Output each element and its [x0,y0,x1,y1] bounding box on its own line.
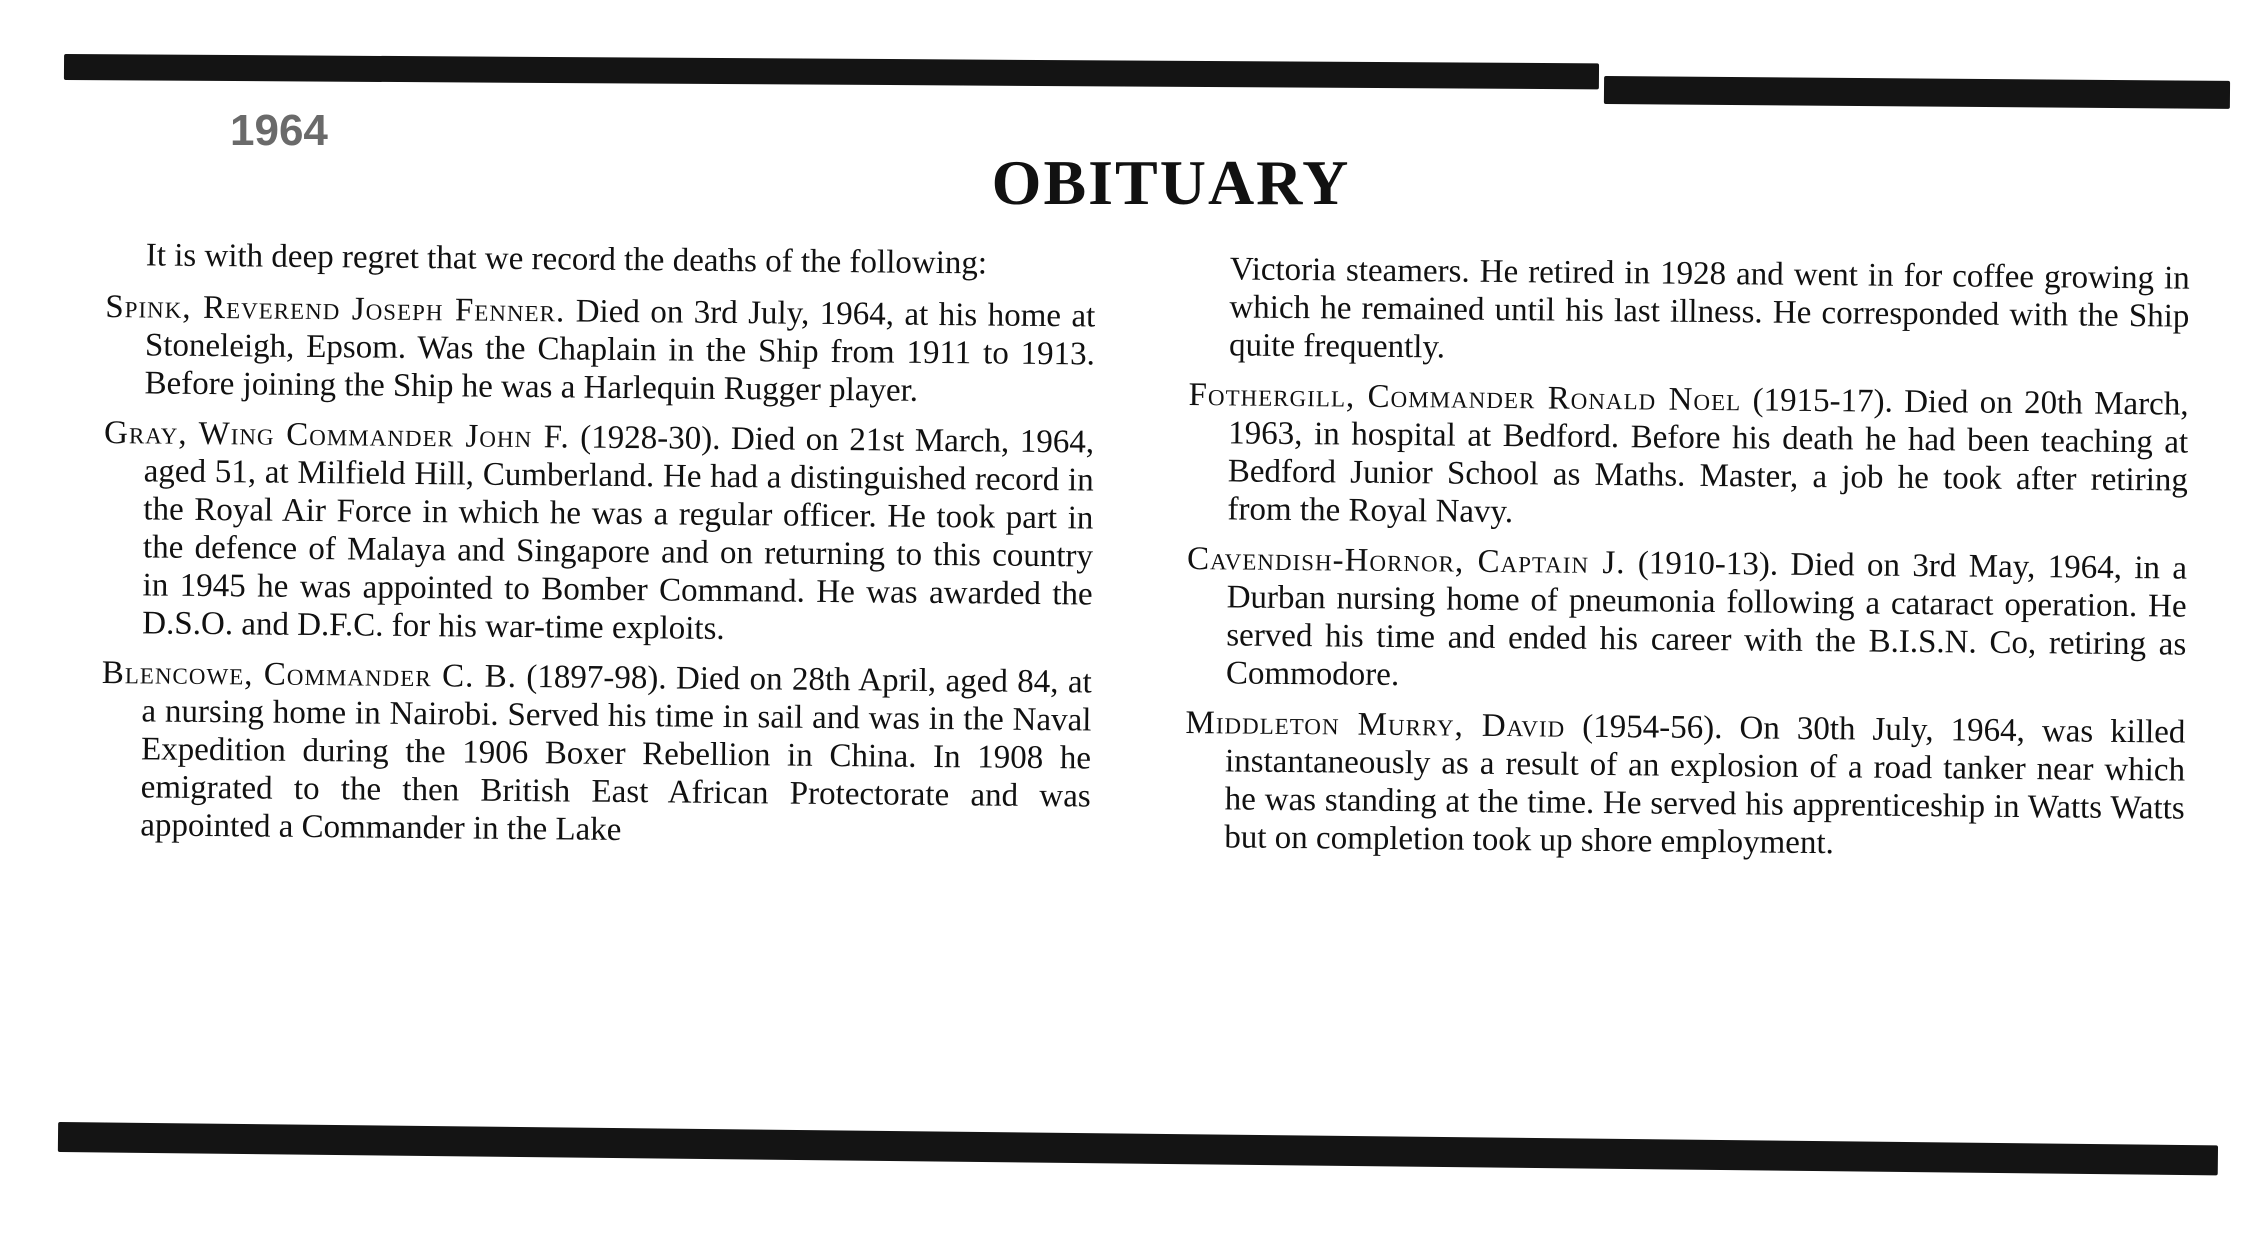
entry-text: Died on 3rd July, 1964, at his home at Stoneleigh, Epsom. Was the Chaplain in the Ship from 1911 to 1913. Before joining the Ship he was a Harlequin Rugger player. [144,293,1096,409]
entry-text: (1910-13). Died on 3rd May, 1964, in a Durban nursing home of pneumonia following a cataract operation. He served his time and ended his career with the B.I.S.N. Co, retiring as Commodore. [1225,545,2188,694]
obituary-entry-gray [102,414,1094,651]
page-title: OBITUARY [991,147,1351,218]
obituary-entry-blencowe [100,654,1092,853]
obituary-entry-fothergill [1187,376,2188,538]
obituary-entry-spink [104,288,1095,411]
top-rule-left [64,54,1599,89]
obituary-entry-cavendish-hornor [1186,540,2187,702]
left-column [100,236,1096,865]
entry-name: Middleton Murry, David [1185,704,1566,745]
entry-text: (1915-17). Died on 20th March, 1963, in hospital at Bedford. Before his death he had been teaching at Bedford Junior School as Maths. Master, a job he took after retiring from the Royal Navy. [1227,382,2189,531]
entry-text: (1928-30). Died on 21st March, 1964, aged 51, at Milfield Hill, Cumberland. He had a distinguished record in the Royal Air Force in which he was a regular officer. He took part in the defence of Malaya and Singapore and on returning to this country in 1945 he was appointed to Bomber Command. He was awarded the D.S.O. and D.F.C. for his war-time exploits. [142,419,1095,647]
bottom-rule [58,1122,2218,1175]
entry-text: (1954-56). On 30th July, 1964, was killed instantaneously as a result of an explosion of a road tanker near which he was standing at the time. He served his apprenticeship in Watts Watts but on completion took up shore employment. [1224,708,2186,862]
entry-text: (1897-98). Died on 28th April, aged 84, at a nursing home in Nairobi. Served his time in sail and was in the Naval Expedition during the 1906 Boxer Rebellion in China. In 1908 he emigrated to the then British East African Protectorate and was appointed a Commander in the Lake [140,658,1092,848]
obituary-entry-middleton-murry [1184,704,2185,866]
intro-paragraph: It is with deep regret that we record the deaths of the following: [145,237,988,282]
entry-name: Fothergill, Commander Ronald Noel [1188,376,1742,419]
entry-name: Cavendish-Hornor, Captain J. [1186,540,1626,582]
entry-name: Spink, Reverend Joseph Fenner. [105,288,566,330]
entry-name: Blencowe, Commander C. B. [101,654,518,695]
entry-name: Gray, Wing Commander John F. [103,414,570,456]
top-rule-right [1604,76,2230,109]
year-label: 1964 [230,106,328,155]
right-column [1184,250,2190,878]
obituary-entry-blencowe-continued: Victoria steamers. He retired in 1928 and went in for coffee growing in which he remained until his last illness. He corresponded with the Ship quite frequently. [1228,251,2190,366]
